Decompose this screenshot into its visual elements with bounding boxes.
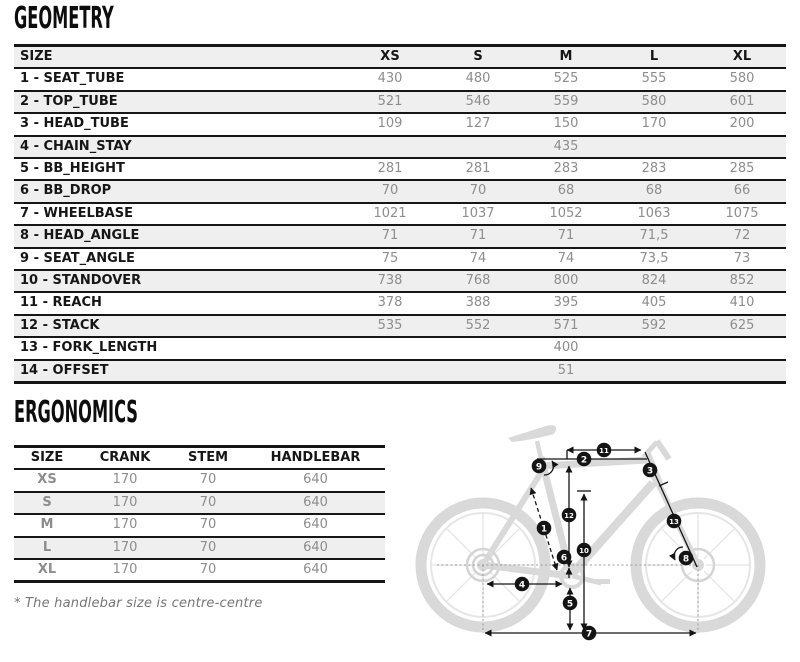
geometry-title (14, 1, 199, 36)
row-label: 3 - HEAD_TUBE (20, 116, 129, 132)
table-row (14, 492, 385, 514)
ergonomics-col-header: HANDLEBAR (270, 450, 361, 465)
geometry-header-row (14, 46, 786, 69)
table-row (14, 292, 786, 314)
value-cell: 170 (641, 116, 667, 132)
value-cell: 74 (557, 250, 575, 266)
diagram-badge-4 (515, 577, 530, 592)
value-cell: 75 (381, 250, 399, 266)
diagram-badge-10 (577, 543, 592, 558)
bike-silhouette (421, 425, 760, 627)
value-cell: 525 (553, 71, 579, 87)
value-cell: 283 (641, 161, 667, 177)
value-cell: 170 (112, 472, 138, 488)
row-label: 2 - TOP_TUBE (20, 93, 118, 109)
badge-label: 4 (518, 580, 526, 591)
table-row (14, 225, 786, 247)
ergonomics-col-header: STEM (187, 450, 229, 465)
value-cell: 71,5 (639, 228, 669, 244)
value-cell: 70 (199, 539, 217, 555)
value-cell: 378 (377, 295, 403, 311)
value-cell: 852 (729, 273, 755, 289)
value-cell: 555 (641, 71, 667, 87)
value-cell: 1075 (725, 205, 759, 221)
value-cell: 640 (303, 517, 328, 533)
geometry-col-header: M (559, 49, 573, 64)
geometry-col-header: L (649, 49, 659, 64)
merged-value-cell: 51 (557, 362, 575, 378)
value-cell: 70 (469, 183, 487, 199)
value-cell: 546 (465, 93, 491, 109)
row-label: 13 - FORK_LENGTH (20, 340, 158, 356)
table-row (14, 158, 786, 180)
table-row (14, 360, 786, 383)
value-cell: 592 (641, 317, 667, 333)
value-cell: 70 (199, 517, 217, 533)
value-cell: 281 (377, 161, 403, 177)
value-cell: 109 (377, 116, 403, 132)
value-cell: 601 (729, 93, 755, 109)
value-cell: 768 (465, 273, 491, 289)
saddle (508, 425, 556, 442)
row-label: 6 - BB_DROP (20, 183, 112, 199)
row-label: 9 - SEAT_ANGLE (20, 250, 135, 266)
value-cell: 521 (377, 93, 403, 109)
value-cell: 1037 (461, 205, 495, 221)
value-cell: 70 (199, 494, 217, 510)
geometry-table (14, 44, 786, 384)
size-label: S (42, 494, 52, 510)
table-row (14, 514, 385, 536)
value-cell: 71 (381, 228, 399, 244)
value-cell: 127 (465, 116, 491, 132)
value-cell: 66 (733, 183, 751, 199)
value-cell: 410 (729, 295, 755, 311)
diagram-badge-5 (563, 596, 578, 611)
table-row (14, 469, 385, 491)
badge-label: 8 (682, 554, 690, 565)
geometry-col-header: SIZE (20, 49, 53, 64)
row-label: 5 - BB_HEIGHT (20, 161, 125, 177)
badge-label: 2 (580, 455, 588, 466)
geometry-title-text: GEOMETRY (14, 1, 114, 36)
row-label: 4 - CHAIN_STAY (20, 138, 132, 154)
value-cell: 388 (465, 295, 491, 311)
value-cell: 640 (303, 539, 328, 555)
diagram-badge-8 (679, 551, 694, 566)
geometry-col-header: XL (732, 49, 752, 64)
table-row (14, 315, 786, 337)
badge-label: 13 (669, 517, 679, 526)
value-cell: 72 (733, 228, 751, 244)
value-cell: 285 (729, 161, 755, 177)
table-row (14, 559, 385, 582)
badge-label: 7 (585, 629, 593, 640)
table-row (14, 337, 786, 359)
ergonomics-header-row (14, 447, 385, 470)
geometry-col-header: S (473, 49, 483, 64)
value-cell: 1063 (637, 205, 671, 221)
badge-label: 3 (646, 466, 654, 477)
size-label: XS (37, 472, 57, 488)
value-cell: 640 (303, 562, 328, 578)
value-cell: 580 (729, 71, 755, 87)
badge-label: 6 (560, 553, 568, 564)
value-cell: 70 (381, 183, 399, 199)
value-cell: 70 (199, 472, 217, 488)
badge-label: 11 (599, 446, 609, 455)
value-cell: 625 (729, 317, 755, 333)
value-cell: 74 (469, 250, 487, 266)
value-cell: 640 (303, 494, 328, 510)
size-label: XL (37, 562, 57, 578)
diagram-badge-12 (562, 508, 577, 523)
diagram-badge-7 (582, 626, 597, 641)
value-cell: 395 (553, 295, 579, 311)
table-row (14, 68, 786, 90)
value-cell: 800 (553, 273, 579, 289)
value-cell: 70 (199, 562, 217, 578)
table-row (14, 203, 786, 225)
bike-geometry-diagram (400, 410, 800, 662)
merged-value-cell: 400 (553, 340, 579, 356)
row-label: 11 - REACH (20, 295, 102, 311)
value-cell: 1021 (373, 205, 407, 221)
table-row (14, 537, 385, 559)
row-label: 7 - WHEELBASE (20, 205, 133, 221)
ergonomics-col-header: CRANK (99, 450, 151, 465)
table-row (14, 136, 786, 158)
diagram-badge-3 (643, 463, 658, 478)
row-label: 8 - HEAD_ANGLE (20, 228, 140, 244)
handlebar-footnote: * The handlebar size is centre-centre (14, 596, 263, 611)
value-cell: 559 (553, 93, 579, 109)
value-cell: 68 (645, 183, 663, 199)
value-cell: 68 (557, 183, 575, 199)
value-cell: 552 (465, 317, 491, 333)
diagram-badge-1 (537, 521, 552, 536)
row-label: 10 - STANDOVER (20, 273, 142, 289)
ergonomics-title-text: ERGONOMICS (14, 395, 138, 430)
value-cell: 73 (733, 250, 751, 266)
merged-value-cell: 435 (553, 138, 579, 154)
value-cell: 580 (641, 93, 667, 109)
value-cell: 170 (112, 517, 138, 533)
diagram-badge-13 (667, 514, 682, 529)
ergonomics-col-header: SIZE (30, 450, 64, 465)
handlebar-grip (657, 441, 669, 459)
table-row (14, 180, 786, 202)
badge-label: 12 (564, 511, 574, 520)
value-cell: 73,5 (639, 250, 669, 266)
badge-label: 9 (535, 462, 543, 473)
value-cell: 640 (303, 472, 328, 488)
badge-label: 10 (579, 546, 589, 555)
table-row (14, 91, 786, 113)
row-label: 14 - OFFSET (20, 362, 109, 378)
diagram-badge-2 (577, 452, 592, 467)
value-cell: 71 (469, 228, 487, 244)
value-cell: 281 (465, 161, 491, 177)
value-cell: 200 (729, 116, 755, 132)
size-label: M (40, 517, 54, 533)
row-label: 12 - STACK (20, 317, 100, 333)
value-cell: 71 (557, 228, 575, 244)
diagram-badge-11 (597, 443, 612, 458)
ergonomics-title (14, 395, 244, 430)
value-cell: 405 (641, 295, 667, 311)
value-cell: 150 (553, 116, 579, 132)
value-cell: 430 (377, 71, 403, 87)
table-row (14, 248, 786, 270)
diagram-badge-9 (532, 459, 547, 474)
geometry-col-header: XS (380, 49, 400, 64)
ergonomics-table (14, 445, 385, 583)
value-cell: 170 (112, 494, 138, 510)
row-label: 1 - SEAT_TUBE (20, 71, 125, 87)
value-cell: 738 (377, 273, 403, 289)
table-row (14, 113, 786, 135)
value-cell: 170 (112, 539, 138, 555)
pedal (596, 579, 610, 584)
value-cell: 824 (641, 273, 667, 289)
size-label: L (42, 539, 52, 555)
value-cell: 283 (553, 161, 579, 177)
value-cell: 1052 (549, 205, 583, 221)
top-tube (542, 460, 647, 466)
diagram-badge-6 (557, 550, 572, 565)
value-cell: 170 (112, 562, 138, 578)
value-cell: 571 (553, 317, 579, 333)
value-cell: 535 (377, 317, 403, 333)
table-row (14, 270, 786, 292)
badge-label: 1 (540, 524, 548, 535)
badge-label: 5 (566, 599, 574, 610)
value-cell: 480 (465, 71, 491, 87)
